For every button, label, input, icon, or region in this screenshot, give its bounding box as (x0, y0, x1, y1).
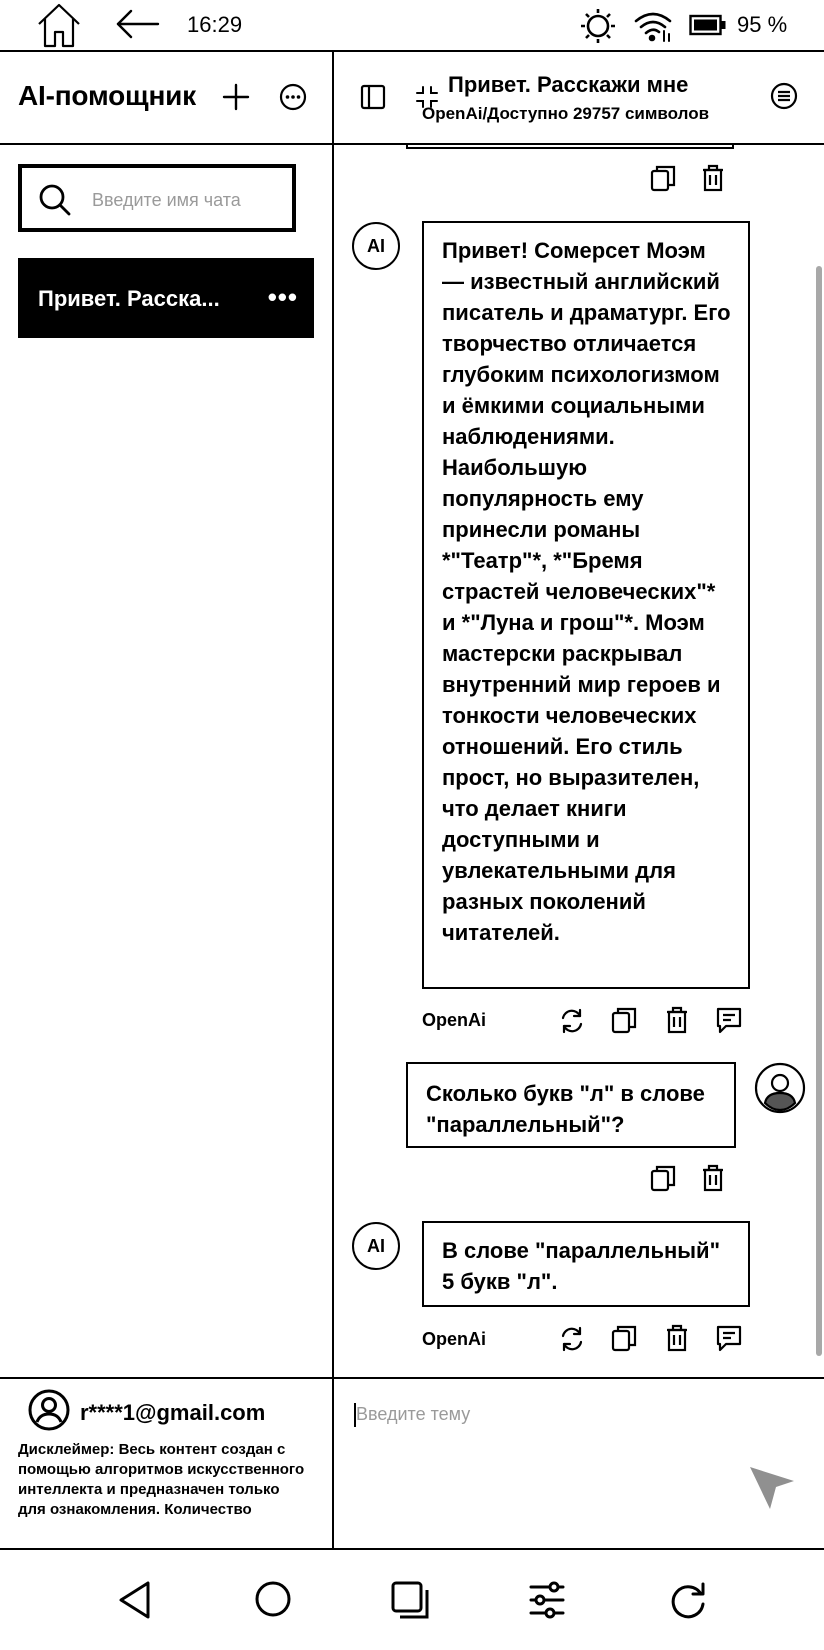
copy-icon[interactable] (650, 1164, 676, 1192)
user-message-text: Сколько букв "л" в слове "параллельный"? (426, 1081, 705, 1137)
battery-icon (689, 14, 727, 36)
message-provider: OpenAi (422, 1010, 487, 1030)
menu-icon[interactable] (770, 82, 798, 110)
nav-settings-sliders-icon[interactable] (528, 1580, 566, 1620)
search-icon (38, 183, 72, 217)
assistant-message-bubble (422, 1221, 750, 1307)
comment-icon[interactable] (716, 1325, 742, 1353)
sidebar-title: AI-помощник (18, 80, 196, 111)
copy-icon[interactable] (611, 1006, 637, 1034)
delete-icon[interactable] (701, 164, 725, 192)
nav-recents-icon[interactable] (390, 1580, 430, 1620)
back-arrow-icon[interactable] (114, 8, 160, 40)
assistant-message-text: Привет! Сомерсет Моэм — известный английский писатель и драматург. Его творчество отличается глубоким психологизмом и ёмкими социальными наблюдениями. Наибольшую популярность ему принесли романы *"Театр"*, *"Бремя страстей человеческих"* и *"Луна и грош"*. Моэм мастерски раскрывал внутренний мир героев и тонкости человеческих отношений. Его стиль прост, но выразителен, что делает книги доступными и увлекательными для разных поколений читателей. (442, 238, 731, 945)
chat-title: Привет. Расскажи мне (448, 72, 689, 97)
ai-avatar: AI (352, 1222, 400, 1270)
message-provider: OpenAi (422, 1329, 487, 1349)
copy-icon[interactable] (650, 164, 676, 192)
search-input[interactable] (18, 164, 296, 232)
chat-subtitle: OpenAi/Доступно 29757 символов (422, 104, 710, 123)
status-time: 16:29 (187, 12, 243, 37)
search-placeholder: Введите имя чата (92, 190, 241, 210)
chat-scrollbar[interactable] (816, 266, 822, 1356)
chat-item-more-button[interactable]: ••• (267, 282, 298, 312)
sidebar-toggle-icon[interactable] (360, 84, 386, 110)
delete-icon[interactable] (665, 1006, 689, 1034)
more-options-icon[interactable] (279, 83, 307, 111)
regenerate-icon[interactable] (558, 1325, 586, 1353)
chat-list-item-title: Привет. Расска... (38, 286, 220, 311)
assistant-message-bubble (422, 221, 750, 989)
account-email: r****1@gmail.com (80, 1400, 266, 1425)
disclaimer-text: Дисклеймер: Весь контент создан с помощью алгоритмов искусственного интеллекта и предназначен только для ознакомления. Количество (18, 1441, 305, 1518)
user-avatar-icon (754, 1062, 806, 1114)
comment-icon[interactable] (716, 1007, 742, 1035)
user-message-bubble (406, 1062, 736, 1148)
ai-avatar: AI (352, 222, 400, 270)
nav-home-icon[interactable] (254, 1580, 292, 1618)
wifi-icon (634, 10, 672, 42)
account-icon[interactable] (28, 1389, 70, 1431)
chat-list-item[interactable] (18, 258, 314, 338)
battery-percent: 95 % (737, 12, 788, 37)
copy-icon[interactable] (611, 1324, 637, 1352)
nav-refresh-icon[interactable] (668, 1580, 708, 1620)
delete-icon[interactable] (701, 1164, 725, 1192)
add-chat-icon[interactable] (221, 82, 251, 112)
send-icon[interactable] (748, 1463, 796, 1511)
panel-divider (332, 50, 334, 1548)
nav-back-icon[interactable] (118, 1580, 152, 1620)
assistant-message-text: В слове "параллельный" 5 букв "л". (442, 1238, 720, 1294)
previous-message-bubble (406, 145, 734, 149)
brightness-icon (580, 8, 616, 44)
home-icon[interactable] (36, 2, 82, 48)
composer-placeholder: Введите тему (356, 1404, 471, 1424)
status-bar (0, 0, 824, 52)
delete-icon[interactable] (665, 1324, 689, 1352)
navigation-bar (0, 1548, 824, 1650)
regenerate-icon[interactable] (558, 1007, 586, 1035)
